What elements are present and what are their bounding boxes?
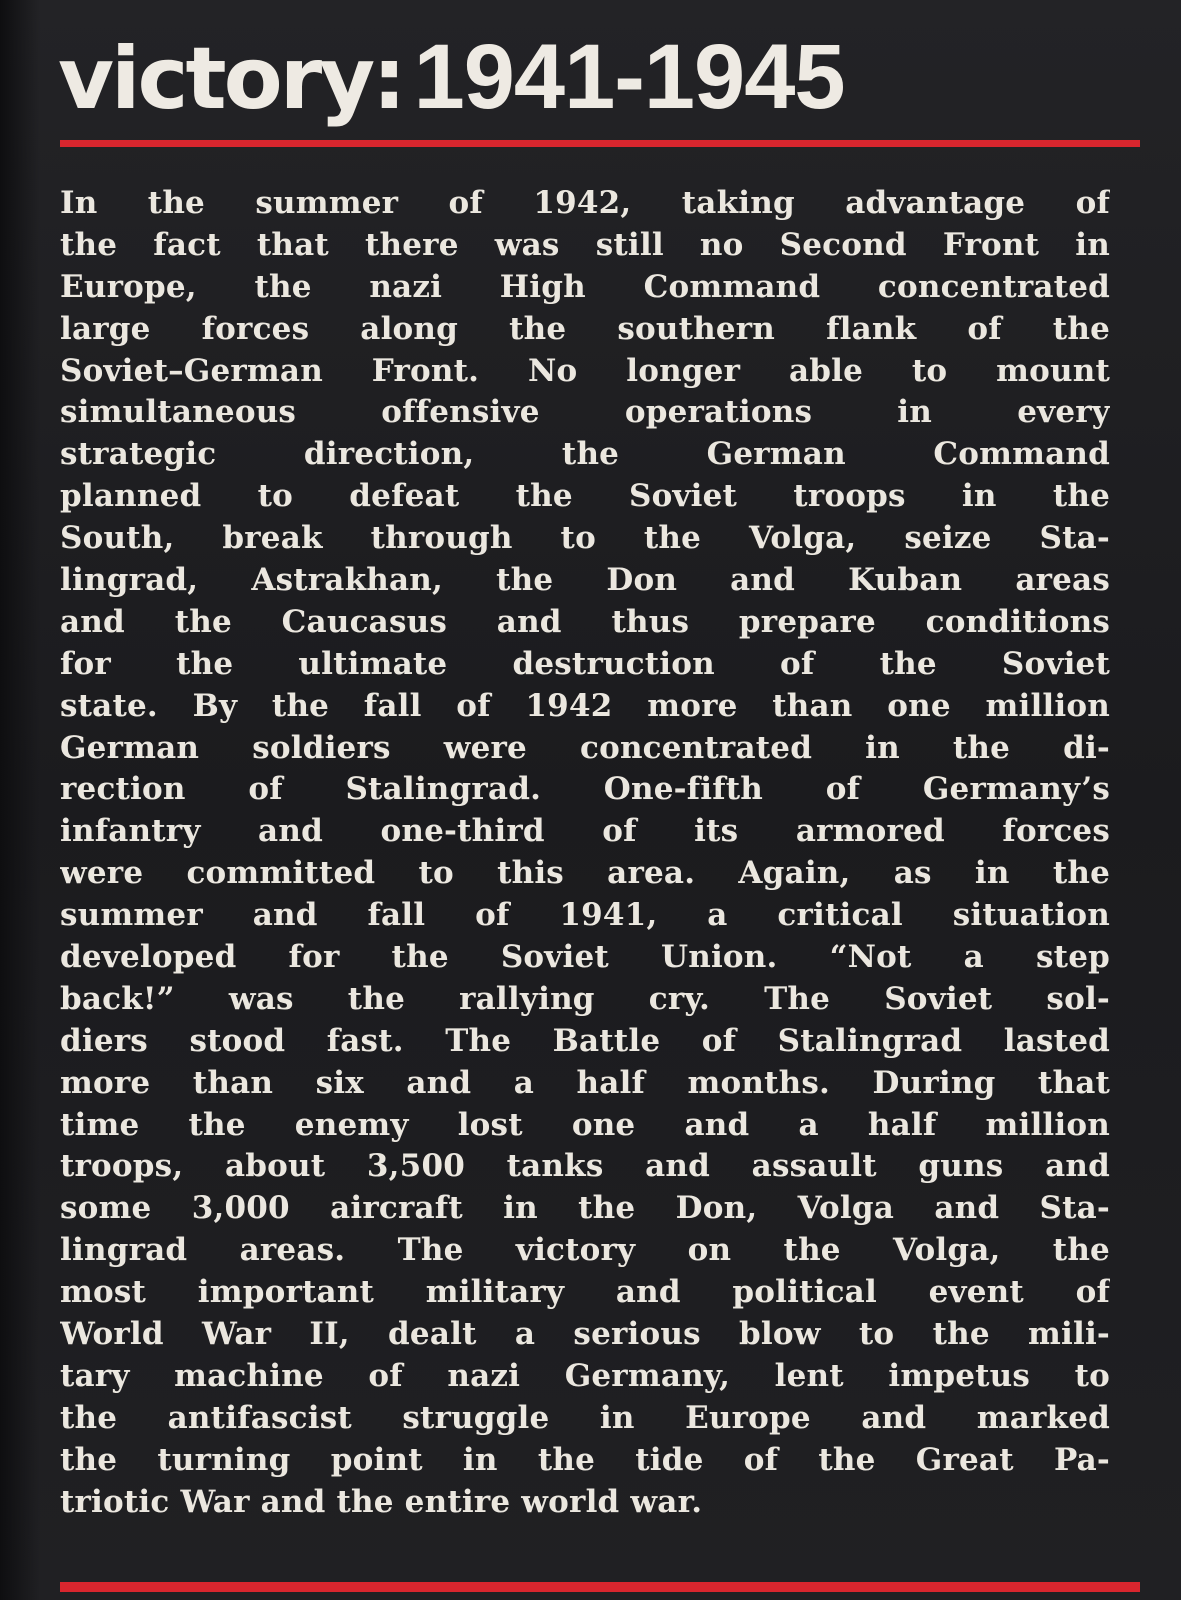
text-line: diers stood fast. The Battle of Stalingrad lasted (60, 1022, 1110, 1059)
text-line: German soldiers were concentrated in the di- (60, 729, 1110, 766)
page-edge-shadow (0, 0, 40, 1600)
text-line: the fact that there was still no Second Front in (60, 226, 1110, 263)
text-line: some 3,000 aircraft in the Don, Volga and Sta- (60, 1190, 1110, 1227)
text-line: back!” was the rallying cry. The Soviet sol- (60, 980, 1110, 1017)
text-line: troops, about 3,500 tanks and assault guns and (60, 1148, 1110, 1185)
text-line: the antifascist struggle in Europe and marked (60, 1399, 1110, 1436)
text-line: were committed to this area. Again, as in the (60, 855, 1110, 892)
text-line: planned to defeat the Soviet troops in the (60, 478, 1110, 515)
text-line: most important military and political event of (60, 1274, 1110, 1311)
title-word: victory: (58, 29, 404, 129)
text-line: rection of Stalingrad. One-fifth of Germany’s (60, 771, 1110, 808)
text-line: simultaneous offensive operations in every (60, 394, 1110, 431)
text-line: developed for the Soviet Union. “Not a step (60, 939, 1110, 976)
text-line: South, break through to the Volga, seize Sta- (60, 520, 1110, 557)
page-title (58, 22, 845, 134)
text-line: more than six and a half months. During that (60, 1064, 1110, 1101)
text-line: lingrad areas. The victory on the Volga, the (60, 1232, 1110, 1269)
text-line: Europe, the nazi High Command concentrated (60, 268, 1110, 305)
text-line: summer and fall of 1941, a critical situation (60, 897, 1110, 934)
text-line: lingrad, Astrakhan, the Don and Kuban areas (60, 562, 1110, 599)
text-line: state. By the fall of 1942 more than one million (60, 687, 1110, 724)
text-line: time the enemy lost one and a half million (60, 1106, 1110, 1143)
title-years: 1941-1945 (413, 26, 845, 128)
text-line: large forces along the southern flank of the (60, 310, 1110, 347)
text-line: World War II, dealt a serious blow to the mili- (60, 1316, 1110, 1353)
text-line: Soviet–German Front. No longer able to mount (60, 352, 1110, 389)
body-text (60, 183, 1110, 1524)
text-line: In the summer of 1942, taking advantage of (60, 185, 1110, 221)
red-rule-top (60, 140, 1140, 147)
text-line: the turning point in the tide of the Great Pa- (60, 1441, 1110, 1478)
text-line: strategic direction, the German Command (60, 436, 1110, 473)
text-line: and the Caucasus and thus prepare conditions (60, 603, 1110, 640)
text-line: triotic War and the entire world war. (60, 1483, 703, 1520)
text-line: tary machine of nazi Germany, lent impetus to (60, 1357, 1110, 1394)
text-line: for the ultimate destruction of the Soviet (60, 645, 1110, 682)
text-line: infantry and one-third of its armored forces (60, 813, 1110, 850)
red-rule-bottom (60, 1582, 1140, 1592)
